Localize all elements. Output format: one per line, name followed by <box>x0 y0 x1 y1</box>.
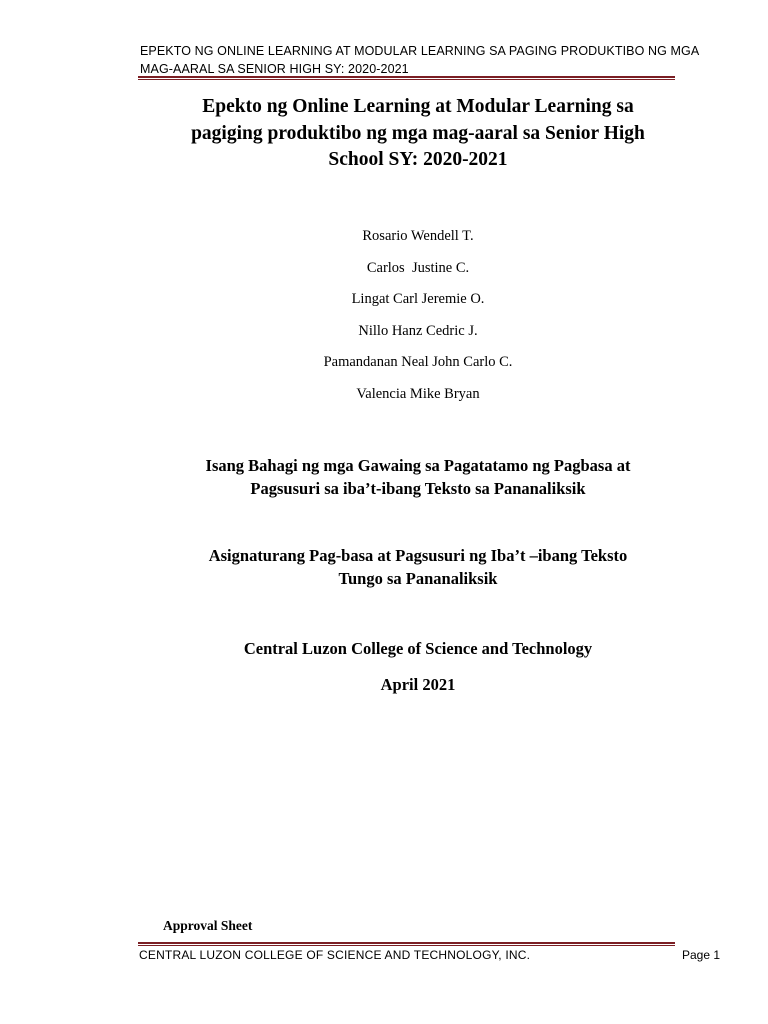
footer-rule <box>138 942 675 946</box>
document-date: April 2021 <box>380 675 456 694</box>
author-name: Nillo Hanz Cedric J. <box>358 322 478 339</box>
subject-line-1: Asignaturang Pag-basa at Pagsusuri ng Iba’t –ibang Teksto <box>208 546 628 565</box>
document-title <box>120 94 716 174</box>
title-line-2: pagiging produktibo ng mga mag-aaral sa Senior High <box>191 122 645 144</box>
title-line-1: Epekto ng Online Learning at Modular Learning sa <box>202 96 634 117</box>
page-number: Page 1 <box>682 948 721 962</box>
author-name: Carlos Justine C. <box>366 259 470 276</box>
requirement-line-2: Pagsusuri sa iba’t-ibang Teksto sa Pananaliksik <box>250 479 586 498</box>
footer-institution: CENTRAL LUZON COLLEGE OF SCIENCE AND TECHNOLOGY, INC. <box>139 948 531 962</box>
author-name: Valencia Mike Bryan <box>356 385 480 402</box>
subject-line-2: Tungo sa Pananaliksik <box>338 569 498 588</box>
author-list <box>218 226 618 416</box>
title-line-3: School SY: 2020-2021 <box>328 149 508 170</box>
running-header-line-1: EPEKTO NG ONLINE LEARNING AT MODULAR LEARNING SA PAGING PRODUKTIBO NG MGA <box>140 44 700 58</box>
requirement-line-1: Isang Bahagi ng mga Gawaing sa Pagatatamo ng Pagbasa at <box>205 456 631 475</box>
author-name: Lingat Carl Jeremie O. <box>351 291 485 308</box>
approval-sheet-heading: Approval Sheet <box>163 918 253 933</box>
subject-statement <box>138 544 698 590</box>
running-header <box>140 42 700 78</box>
author-name: Rosario Wendell T. <box>362 228 474 244</box>
author-name: Pamandanan Neal John Carlo C. <box>323 354 513 371</box>
header-rule <box>138 76 675 80</box>
requirement-statement <box>138 454 698 500</box>
running-header-line-2: MAG-AARAL SA SENIOR HIGH SY: 2020-2021 <box>140 62 409 76</box>
institution-name: Central Luzon College of Science and Technology <box>243 639 593 658</box>
